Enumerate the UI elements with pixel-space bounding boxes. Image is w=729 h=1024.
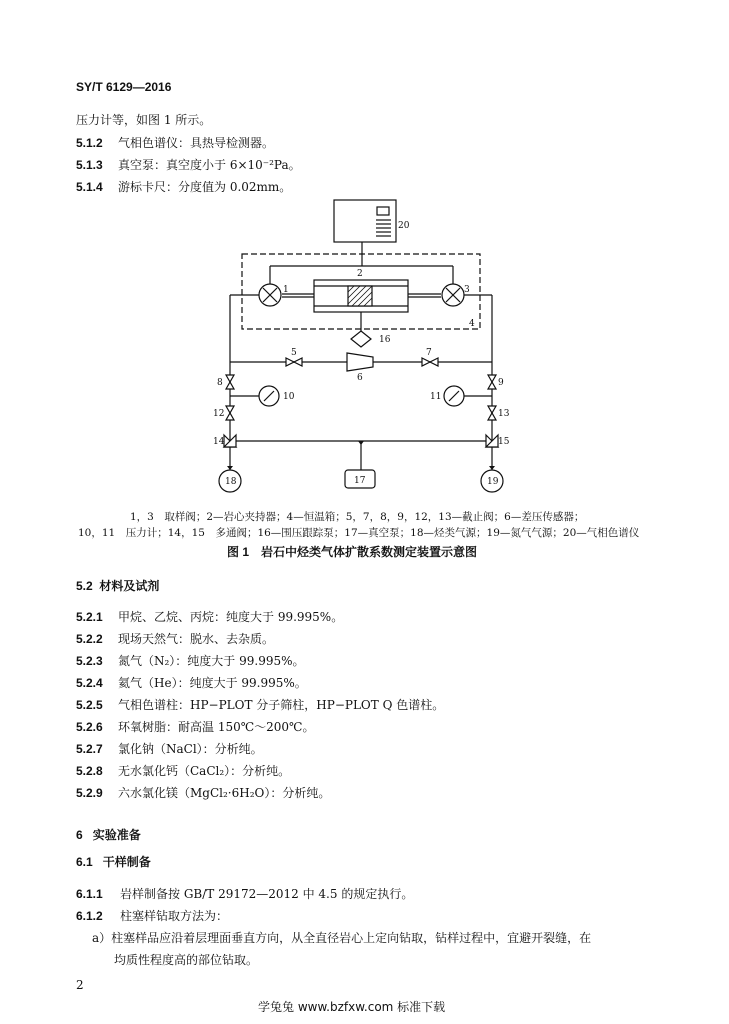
item-a-line-2: 均质性程度高的部位钻取。: [114, 953, 259, 967]
label-1: 1: [283, 285, 289, 295]
label-5: 5: [291, 348, 297, 358]
label-9: 9: [498, 378, 504, 388]
clause-text: 气相色谱仪：具热导检测器。: [118, 136, 275, 150]
clause-text: 柱塞样钻取方法为：: [120, 909, 229, 923]
label-19: 19: [487, 477, 499, 487]
clause-text: 游标卡尺：分度值为 0.02mm。: [118, 180, 292, 194]
clause-text: 无水氯化钙（CaCl₂）：分析纯。: [118, 764, 291, 778]
standard-id: SY/T 6129—2016: [76, 80, 172, 94]
clause-number: 5.2.8: [76, 764, 103, 778]
clause-text: 环氧树脂：耐高温 150℃～200℃。: [118, 720, 315, 734]
label-17: 17: [354, 476, 366, 486]
label-20: 20: [398, 221, 410, 231]
section-number: 6.1: [76, 855, 93, 869]
clause-number: 5.2.2: [76, 632, 103, 646]
label-4: 4: [469, 319, 475, 329]
clause-text: 六水氯化镁（MgCl₂·6H₂O）：分析纯。: [118, 786, 331, 800]
clause-text: 氦气（He）：纯度大于 99.995%。: [118, 676, 307, 690]
label-13: 13: [498, 409, 510, 419]
label-11: 11: [430, 392, 442, 402]
clause-5-2-5: [76, 696, 444, 713]
clause-6-1-2: [76, 907, 228, 924]
page-number: 2: [76, 978, 84, 992]
section-number: 5.2: [76, 579, 93, 593]
section-6-heading: [76, 826, 141, 843]
label-14: 14: [213, 437, 225, 447]
clause-number: 5.1.3: [76, 158, 103, 172]
item-a-line-1: a）柱塞样品应沿着层理面垂直方向，从全直径岩心上定向钻取，钻样过程中，宜避开裂缝，在: [92, 931, 592, 945]
label-7: 7: [426, 348, 432, 358]
intro-continuation: 压力计等，如图 1 所示。: [76, 113, 212, 127]
clause-text: 甲烷、乙烷、丙烷：纯度大于 99.995%。: [118, 610, 344, 624]
clause-text: 气相色谱柱：HP−PLOT 分子筛柱，HP−PLOT Q 色谱柱。: [118, 698, 445, 712]
clause-number: 5.2.7: [76, 742, 103, 756]
clause-6-1-1: [76, 885, 413, 902]
clause-number: 6.1.1: [76, 887, 103, 901]
clause-number: 5.2.9: [76, 786, 103, 800]
clause-text: 岩样制备按 GB/T 29172—2012 中 4.5 的规定执行。: [120, 887, 414, 901]
figure-legend-line-2: 10，11 压力计；14，15 多通阀；16—围压跟踪泵；17—真空泵；18—烃类气源；19—氮气气源；20—气相色谱仪: [78, 527, 640, 539]
label-18: 18: [225, 477, 237, 487]
figure-legend-line-1: 1，3 取样阀；2—岩心夹持器；4—恒温箱；5，7，8，9，12，13—截止阀；6—差压传感器；: [130, 511, 585, 523]
clause-5-2-9: [76, 784, 330, 801]
figure-title: 图 1 岩石中烃类气体扩散系数测定装置示意图: [227, 545, 478, 559]
clause-5-2-6: [76, 718, 314, 735]
clause-text: 氮气（N₂）：纯度大于 99.995%。: [118, 654, 305, 668]
clause-5-2-2: [76, 630, 274, 647]
label-8: 8: [217, 378, 223, 388]
clause-text: 真空泵：真空度小于 6×10⁻²Pa。: [118, 158, 301, 172]
label-10: 10: [283, 392, 295, 402]
section-title: 材料及试剂: [99, 579, 160, 593]
differential-pressure-sensor: [347, 353, 373, 371]
clause-number: 5.2.3: [76, 654, 103, 668]
label-15: 15: [498, 437, 510, 447]
clause-5-2-3: [76, 652, 305, 669]
clause-5-2-7: [76, 740, 263, 757]
clause-number: 5.2.5: [76, 698, 103, 712]
section-6-1-heading: [76, 853, 151, 870]
clause-number: 5.2.4: [76, 676, 103, 690]
clause-text: 现场天然气：脱水、去杂质。: [118, 632, 275, 646]
clause-number: 5.2.1: [76, 610, 103, 624]
footer-watermark[interactable]: 学兔兔 www.bzfxw.com 标准下载: [258, 1000, 446, 1014]
clause-number: 6.1.2: [76, 909, 103, 923]
clause-5-2-4: [76, 674, 307, 691]
section-title: 实验准备: [92, 828, 141, 842]
clause-number: 5.1.2: [76, 136, 103, 150]
label-16: 16: [379, 335, 391, 345]
label-2: 2: [357, 269, 363, 279]
clause-number: 5.1.4: [76, 180, 103, 194]
clause-5-2-1: [76, 608, 343, 625]
clause-5-2-8: [76, 762, 290, 779]
section-number: 6: [76, 828, 83, 842]
label-12: 12: [213, 409, 225, 419]
label-6: 6: [357, 373, 363, 383]
section-title: 干样制备: [102, 855, 151, 869]
clause-number: 5.2.6: [76, 720, 103, 734]
section-5-2-heading: [76, 577, 159, 594]
clause-text: 氯化钠（NaCl）：分析纯。: [118, 742, 263, 756]
label-3: 3: [464, 285, 470, 295]
apparatus-schematic: [0, 0, 729, 500]
confining-pump: [351, 331, 371, 347]
